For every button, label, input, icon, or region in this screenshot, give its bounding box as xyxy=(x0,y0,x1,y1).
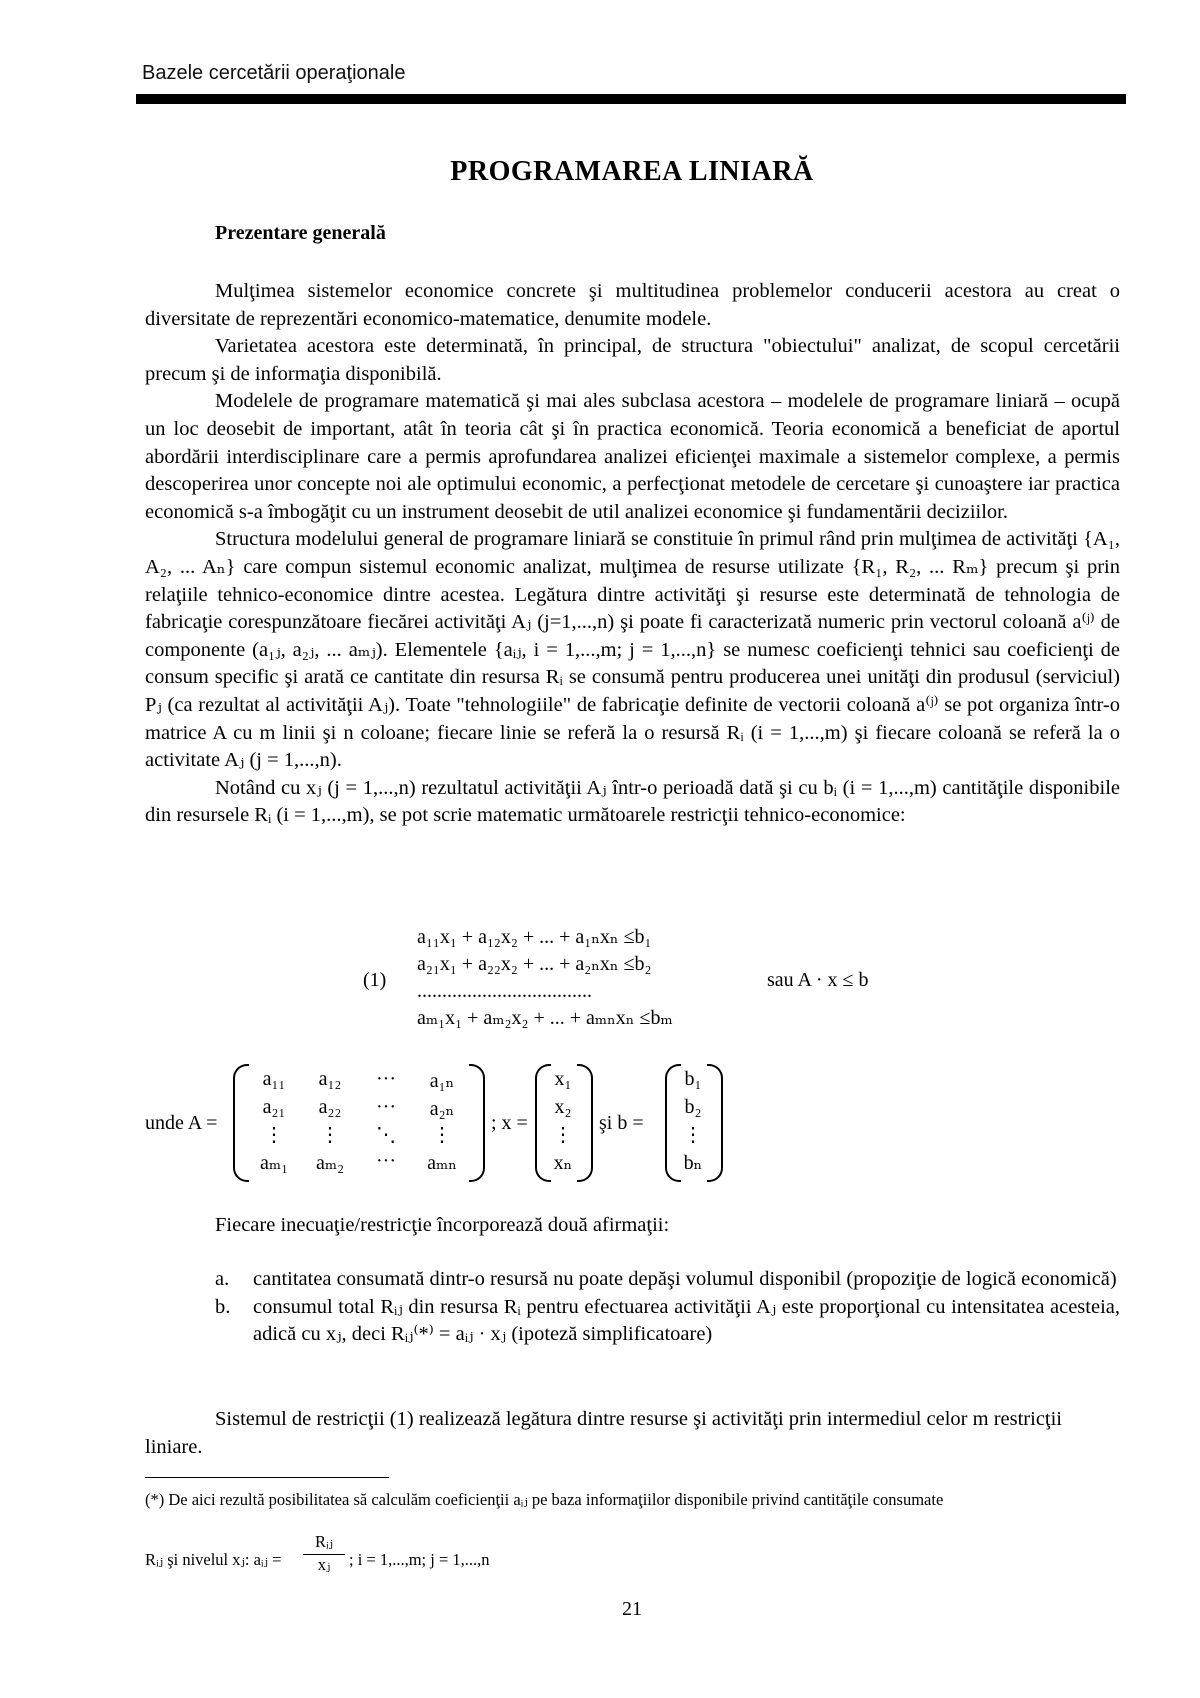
body-text xyxy=(145,278,1120,830)
fraction-denominator: xⱼ xyxy=(317,1555,331,1574)
running-header: Bazele cercetării operaţionale xyxy=(142,62,406,84)
vector-b-lead: şi b = xyxy=(599,1112,644,1134)
header-rule xyxy=(136,94,1126,104)
assumption-list xyxy=(145,1266,1120,1349)
vector-x-cell: x₁ xyxy=(554,1068,572,1090)
matrix-cell: ⋱ xyxy=(376,1124,396,1146)
matrix-cell: a₁₁ xyxy=(262,1068,286,1090)
vector-b-cell: b₂ xyxy=(684,1096,702,1118)
matrix-cell: a₂ₙ xyxy=(429,1098,455,1120)
fraction-numerator: Rᵢⱼ xyxy=(303,1532,345,1555)
footnote-text: (*) De aici rezultă posibilitatea să calculăm coeficienţii aᵢⱼ pe baza informaţiilor disponibile privind cantităţile consumate xyxy=(145,1490,944,1509)
matrix-lead: unde A = xyxy=(145,1112,218,1134)
matrix-definitions xyxy=(145,1064,1120,1189)
vector-x-cell: x₂ xyxy=(554,1096,572,1118)
list-text: cantitatea consumată dintr-o resursă nu poate depăşi volumul disponibil (propoziţie de logică economică) xyxy=(253,1268,1117,1290)
matrix-cell: a₁₂ xyxy=(318,1068,342,1090)
matrix-cell: ⋮ xyxy=(264,1124,284,1146)
paragraph: Mulţimea sistemelor economice concrete şi multitudinea problemelor conducerii acestora au creat o diversitate de reprezentări economico-matematice, denumite modele. xyxy=(145,280,1120,330)
vector-b-cell: bₙ xyxy=(683,1152,703,1174)
matrix-cell: a₁ₙ xyxy=(429,1070,455,1092)
matrix-cell: a₂₂ xyxy=(318,1096,342,1118)
paragraph: Modelele de programare matematică şi mai ales subclasa acestora – modelele de programare liniară – ocupă un loc deosebit de important, atât în teoria cât şi în practica economică. Teoria economică a beneficiat de aportul abordării interdisciplinare care a permis aprofundarea analizei eficienţei maximale a sistemelor complexe, a permis descoperirea unor concepte noi ale optimului economic, a perfecţionat metodele de cercetare şi cunoaştere iar practica economică s-a îmbogăţit cu un instrument deosebit de util analizei economice şi fundamentării deciziilor. xyxy=(145,390,1120,523)
page-number: 21 xyxy=(622,1598,642,1620)
section-title: Prezentare generală xyxy=(215,222,386,244)
matrix-cell: aₘₙ xyxy=(427,1152,457,1174)
right-paren xyxy=(577,1064,593,1182)
paragraph: Varietatea acestora este determinată, în principal, de structura "obiectului" analizat, de scopul cercetării precum şi de informaţia disponibilă. xyxy=(145,335,1120,385)
vector-b-cell: ⋮ xyxy=(683,1124,703,1146)
matrix-cell: a₂₁ xyxy=(262,1096,286,1118)
list-item xyxy=(145,1266,1120,1294)
vector-b-cell: b₁ xyxy=(684,1068,702,1090)
matrix-cell: ··· xyxy=(376,1068,396,1090)
list-item xyxy=(145,1294,1120,1349)
closing-paragraph xyxy=(145,1406,1120,1461)
matrix-cell: ⋮ xyxy=(432,1124,452,1146)
equation-line: a₂₁x₁ + a₂₂x₂ + ... + a₂ₙxₙ ≤b₂ xyxy=(417,953,652,975)
vector-x-lead: ; x = xyxy=(491,1112,528,1134)
footnote-formula xyxy=(145,1532,745,1592)
matrix-cell: aₘ₁ xyxy=(259,1152,289,1174)
list-intro: Fiecare inecuaţie/restricţie încorporează două afirmaţii: xyxy=(215,1214,670,1236)
paragraph: Structura modelului general de programare liniară se constituie în primul rând prin mulţimea de activităţi {A₁, A₂, ... Aₙ} care compun sistemul economic analizat, mulţimea de resurse utilizate {R₁, R₂, ... Rₘ} precum şi prin relaţiile tehnico-economice dintre acestea. Legătura dintre activităţi şi resurse este determinată de tehnologia de fabricaţie corespunzătoare fiecărei activităţi Aⱼ (j=1,...,n) şi poate fi caracterizată numeric prin vectorul coloană a⁽ʲ⁾ de componente (a₁ⱼ, a₂ⱼ, ... aₘⱼ). Elementele {aᵢⱼ, i = 1,...,m; j = 1,...,n} se numesc coeficienţi tehnici sau coeficienţi de consum specific şi arată ce cantitate din resursa Rᵢ se consumă pentru producerea unei unităţi din produsul (serviciul) Pⱼ (ca rezultat al activităţii Aⱼ). Toate "tehnologiile" de fabricaţie definite de vectorii coloană a⁽ʲ⁾ se pot organiza într-o matrice A cu m linii şi n coloane; fiecare linie se referă la o resursă Rᵢ (i = 1,...,m) şi fiecare coloană se referă la o activitate Aⱼ (j = 1,...,n). xyxy=(145,528,1120,772)
right-paren xyxy=(469,1064,485,1182)
vector-x-cell: xₙ xyxy=(553,1152,573,1174)
list-text: consumul total Rᵢⱼ din resursa Rᵢ pentru efectuarea activităţii Aⱼ este proporţional cu intensitatea acesteia, adică cu xⱼ, deci Rᵢⱼ⁽*⁾ = aᵢⱼ · xⱼ (ipoteză simplificatoare) xyxy=(253,1295,1120,1346)
fraction xyxy=(303,1532,345,1575)
matrix-cell: ··· xyxy=(376,1096,396,1118)
equation-line: ................................... xyxy=(417,980,592,1002)
footnote-tail: ; i = 1,...,m; j = 1,...,n xyxy=(349,1550,490,1569)
vector-x-cell: ⋮ xyxy=(553,1124,573,1146)
matrix-cell: aₘ₂ xyxy=(315,1152,345,1174)
paragraph: Sistemul de restricţii (1) realizează legătura dintre resurse şi activităţi prin intermediul celor m restricţii liniare. xyxy=(145,1408,1063,1458)
matrix-cell: ⋮ xyxy=(320,1124,340,1146)
right-paren xyxy=(707,1064,723,1182)
equation-number: (1) xyxy=(363,969,387,991)
page-title: PROGRAMAREA LINIARĂ xyxy=(450,156,814,187)
paragraph: Notând cu xⱼ (j = 1,...,n) rezultatul activităţii Aⱼ într-o perioadă dată şi cu bᵢ (i = 1,...,m) cantităţile disponibile din resursele Rᵢ (i = 1,...,m), se pot scrie matematic următoarele restricţii tehnico-economice: xyxy=(145,776,1120,827)
matrix-form: sau A · x ≤ b xyxy=(767,969,869,991)
footnote-rule xyxy=(145,1477,389,1478)
matrix-cell: ··· xyxy=(376,1150,396,1172)
footnote-lead: Rᵢⱼ şi nivelul xⱼ: aᵢⱼ = xyxy=(145,1550,282,1569)
equation-line: aₘ₁x₁ + aₘ₂x₂ + ... + aₘₙxₙ ≤bₘ xyxy=(417,1007,673,1029)
left-paren xyxy=(233,1064,249,1182)
equation-lines xyxy=(417,924,673,1032)
equation-line: a₁₁x₁ + a₁₂x₂ + ... + a₁ₙxₙ ≤b₁ xyxy=(417,926,652,948)
constraint-system xyxy=(145,924,1120,1034)
list-marker: a. xyxy=(215,1268,230,1290)
list-marker: b. xyxy=(215,1295,231,1318)
